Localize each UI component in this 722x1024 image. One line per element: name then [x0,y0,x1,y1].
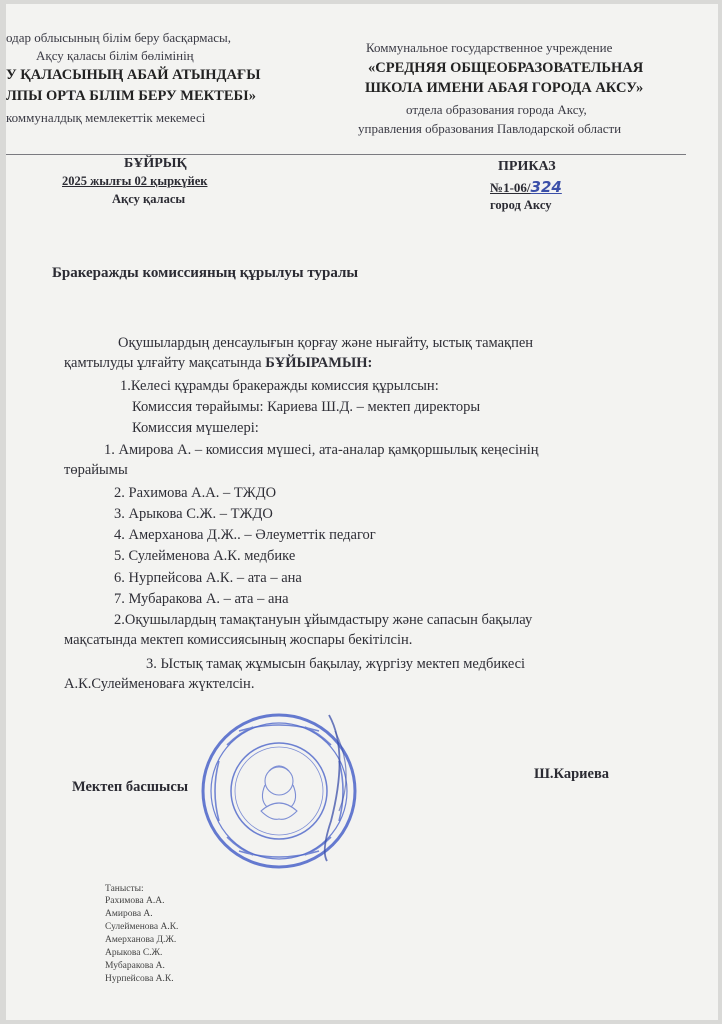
body-point3: 3. Ыстық тамақ жұмысын бақылау, жүргізу мектеп медбикесі [146,656,526,672]
order-title-kz: БҰЙРЫҚ [124,156,187,171]
order-date: 2025 жылғы 02 қыркүйек [62,174,208,188]
body-intro-line1: Оқушылардың денсаулығын қорғау және нығайту, ыстық тамақпен [118,335,534,351]
seal-icon [199,711,359,871]
header-left-line1: одар облысының білім беру басқармасы, [6,30,231,45]
body-point1: 1.Келесі құрамды бракеражды комиссия құрылсын: [120,378,439,394]
body-intro-text: қамтылуды ұлғайту мақсатында [64,355,266,371]
header-right-line4: отдела образования города Аксу, [406,102,587,117]
header-left-line2: Ақсу қаласы білім бөлімінің [36,48,194,63]
order-subject: Бракеражды комиссияның құрылуы туралы [52,265,359,281]
header-left-line3: У ҚАЛАСЫНЫҢ АБАЙ АТЫНДАҒЫ [6,67,261,83]
order-number-prefix: №1-06/ [490,180,531,195]
body-point2: 2.Оқушылардың тамақтануын ұйымдастыру және сапасын бақылау [114,612,533,628]
acquainted-name-7: Нурпейсова А.К. [105,974,174,984]
signature-role: Мектеп басшысы [72,779,189,795]
member-1-cont: төрайымы [64,462,128,478]
acquainted-name-4: Амерханова Д.Ж. [105,935,177,945]
document-page [6,4,718,1020]
body-point2-cont: мақсатында мектеп комиссиясының жоспары бекітілсін. [64,632,413,648]
acquainted-name-5: Арыкова С.Ж. [105,948,163,958]
acquainted-name-3: Сулейменова А.К. [105,922,179,932]
acquainted-name-6: Мубаракова А. [105,961,165,971]
header-right-line1: Коммунальное государственное учреждение [366,40,613,55]
header-left-line4: ЛПЫ ОРТА БІЛІМ БЕРУ МЕКТЕБІ» [6,88,257,104]
signature-name: Ш.Кариева [534,766,610,782]
member-3: 3. Арыкова С.Ж. – ТЖДО [114,506,273,522]
member-5: 5. Сулейменова А.К. медбике [114,548,296,564]
acquainted-label: Танысты: [105,884,144,894]
header-divider [6,154,686,155]
school-seal-stamp [199,711,359,871]
member-2: 2. Рахимова А.А. – ТЖДО [114,485,277,501]
order-keyword: БҰЙЫРАМЫН: [265,355,373,371]
order-city-ru: город Аксу [490,198,552,212]
header-left-line5: коммуналдық мемлекеттік мекемесі [6,110,206,125]
header-right-line3: ШКОЛА ИМЕНИ АБАЯ ГОРОДА АКСУ» [365,80,644,96]
order-city-kz: Ақсу қаласы [112,192,186,206]
acquainted-name-2: Амирова А. [105,909,153,919]
commission-members-label: Комиссия мүшелері: [132,420,259,436]
member-6: 6. Нурпейсова А.К. – ата – ана [114,570,302,586]
body-point3-cont: А.К.Сулейменоваға жүктелсін. [64,676,255,692]
order-number [490,178,562,196]
header-right-line2: «СРЕДНЯЯ ОБЩЕОБРАЗОВАТЕЛЬНАЯ [368,60,644,76]
order-number-handwritten: 324 [530,178,562,196]
header-right-line5: управления образования Павлодарской области [358,121,622,136]
order-title-ru: ПРИКАЗ [498,159,556,174]
member-7: 7. Мубаракова А. – ата – ана [114,591,289,607]
member-1: 1. Амирова А. – комиссия мүшесі, ата-аналар қамқоршылық кеңесінің [104,442,539,458]
member-4: 4. Амерханова Д.Ж.. – Әлеуметтік педагог [114,527,376,543]
body-intro-line2 [64,355,372,372]
acquainted-name-1: Рахимова А.А. [105,896,165,906]
commission-chair: Комиссия төрайымы: Кариева Ш.Д. – мектеп директоры [132,399,481,415]
